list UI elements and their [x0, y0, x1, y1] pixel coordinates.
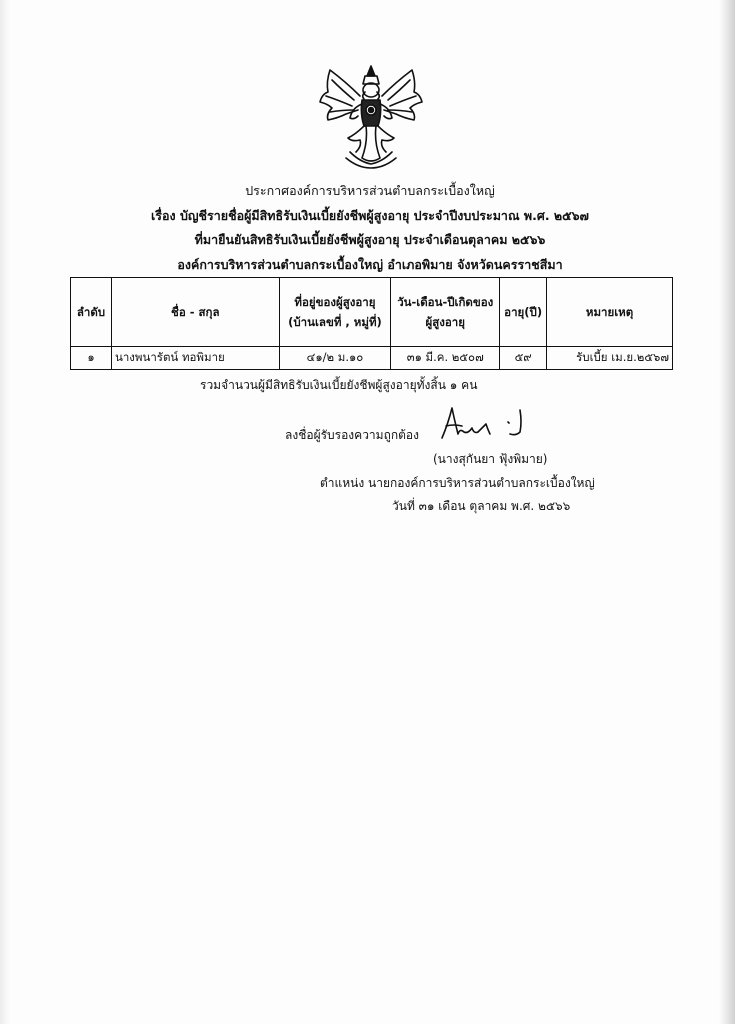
table-row	[71, 347, 673, 370]
header-dob	[391, 278, 500, 347]
header-dob-line2: ผู้สูงอายุ	[425, 315, 465, 329]
header-dob-line1: วัน-เดือน-ปีเกิดของ	[397, 295, 494, 309]
header-age: อายุ(ปี)	[500, 278, 547, 347]
handwritten-signature	[438, 404, 538, 444]
garuda-emblem-icon	[316, 62, 426, 170]
cell-age: ๕๙	[500, 347, 547, 370]
scan-edge-left	[0, 0, 10, 1024]
cell-address: ๔๑/๒ ม.๑๐	[279, 347, 391, 370]
signer-position: ตำแหน่ง นายกองค์การบริหารส่วนตำบลกระเบื้องใหญ่	[320, 476, 595, 490]
cell-no: ๑	[71, 347, 112, 370]
announcement-subject-line2: ที่มายืนยันสิทธิรับเงินเบี้ยยังชีพผู้สูงอายุ ประจำเดือนตุลาคม ๒๕๖๖	[194, 232, 546, 247]
eligible-list-table	[70, 277, 673, 370]
total-count: รวมจำนวนผู้มีสิทธิรับเงินเบี้ยยังชีพผู้สูงอายุทั้งสิ้น ๑ คน	[200, 378, 478, 392]
cell-note: รับเบี้ย เม.ย.๒๕๖๗	[547, 347, 673, 370]
cell-dob: ๓๑ มี.ค. ๒๕๐๗	[391, 347, 500, 370]
table-header-row	[71, 278, 673, 347]
document-date: วันที่ ๓๑ เดือน ตุลาคม พ.ศ. ๒๕๖๖	[392, 499, 571, 513]
certify-label: ลงชื่อผู้รับรองความถูกต้อง	[285, 428, 419, 442]
announcement-title: ประกาศองค์การบริหารส่วนตำบลกระเบื้องใหญ่	[245, 183, 495, 198]
header-address	[279, 278, 391, 347]
header-name: ชื่อ - สกุล	[111, 278, 279, 347]
cell-name: นางพนารัตน์ ทอพิมาย	[111, 347, 279, 370]
organization-line: องค์การบริหารส่วนตำบลกระเบื้องใหญ่ อำเภอพิมาย จังหวัดนครราชสีมา	[177, 257, 563, 272]
header-no: ลำดับ	[71, 278, 112, 347]
header-address-line2: (บ้านเลขที่ , หมู่ที่)	[288, 315, 382, 329]
scan-edge-right	[719, 0, 735, 1024]
header-note: หมายเหตุ	[547, 278, 673, 347]
header-address-line1: ที่อยู่ของผู้สูงอายุ	[294, 295, 376, 309]
signer-name: (นางสุกันยา ฟุ้งพิมาย)	[433, 452, 548, 466]
announcement-subject: เรื่อง บัญชีรายชื่อผู้มีสิทธิรับเงินเบี้ยยังชีพผู้สูงอายุ ประจำปีงบประมาณ พ.ศ. ๒๕๖๗	[151, 208, 589, 223]
